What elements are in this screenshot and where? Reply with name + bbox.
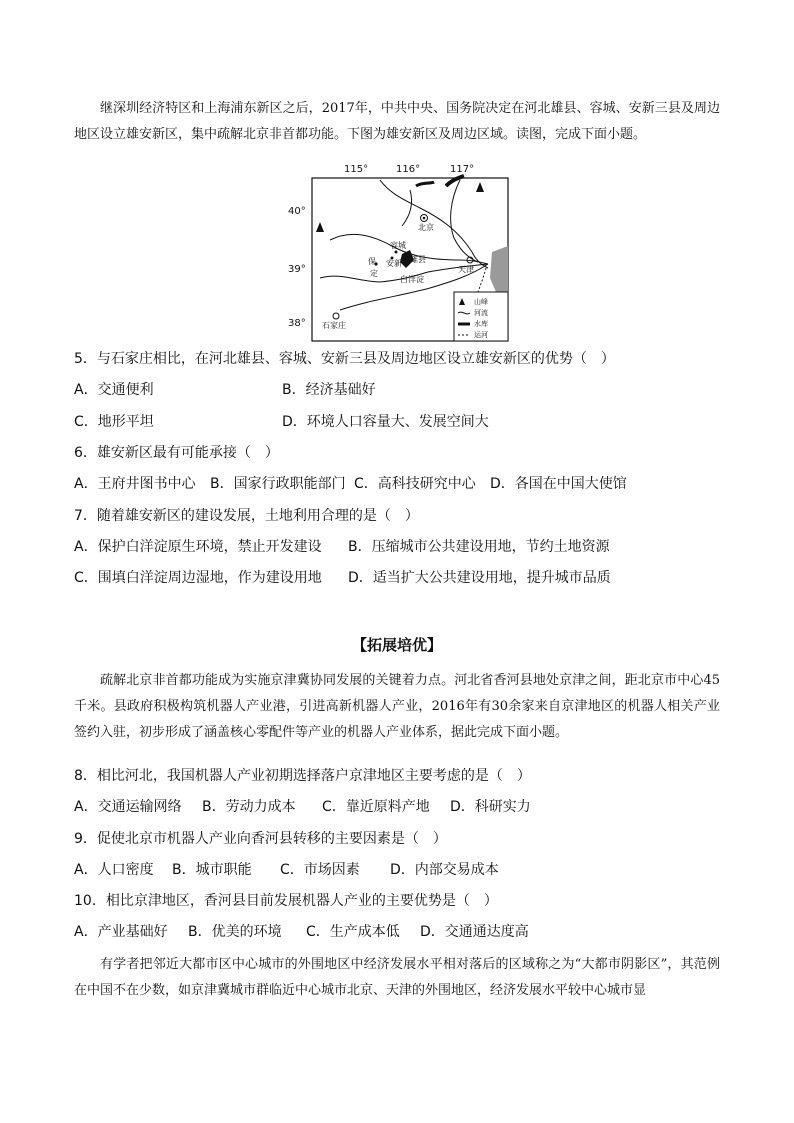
lon-label-116: 116° — [396, 164, 421, 175]
question-5-stem: 5．与石家庄相比，在河北雄县、容城、安新三县及周边地区设立雄安新区的优势（ ） — [74, 351, 615, 367]
q9-option-a[interactable]: A．人口密度 — [74, 862, 154, 878]
q7-option-b[interactable]: B．压缩城市公共建设用地，节约土地资源 — [348, 539, 610, 555]
q7-option-c[interactable]: C．围填白洋淀周边湿地，作为建设用地 — [74, 570, 322, 586]
intro-line-1: 继深圳经济特区和上海浦东新区之后，2017年，中共中央、国务院决定在河北雄县、容城、安新三县 — [100, 101, 681, 116]
q5-option-c[interactable]: C．地形平坦 — [74, 414, 154, 430]
legend-river: 河流 — [474, 309, 488, 317]
q10-option-c[interactable]: C．生产成本低 — [306, 924, 400, 940]
legend-canal: 运河 — [474, 331, 488, 339]
section-heading: 【拓展培优】 — [351, 636, 442, 654]
lat-label-40: 40° — [288, 206, 306, 217]
para2-line-2: 中心45千米。县政府积极构筑机器人产业港，引进高新机器人产业，2016年有30余家来自京津地区的机 — [74, 673, 720, 714]
lon-label-115: 115° — [344, 164, 369, 175]
label-shijiazhuang: 石家庄 — [322, 321, 346, 330]
q5-option-b[interactable]: B．经济基础好 — [282, 382, 376, 398]
q9-option-b[interactable]: B．城市职能 — [172, 862, 252, 878]
q9-option-d[interactable]: D．内部交易成本 — [390, 862, 499, 878]
para3-line-1: 有学者把邻近大都市区中心城市的外围地区中经济发展水平相对落后的区域称之为“大都市阴影区”，其 — [100, 957, 694, 972]
q6-option-d[interactable]: D．各国在中国大使馆 — [490, 476, 627, 492]
lon-label-117: 117° — [450, 164, 475, 175]
q7-option-d[interactable]: D．适当扩大公共建设用地，提升城市品质 — [348, 570, 611, 586]
q5-option-d[interactable]: D．环境人口容量大、发展空间大 — [282, 414, 489, 430]
question-6-stem: 6．雄安新区最有可能承接（ ） — [74, 445, 279, 461]
lat-label-39: 39° — [288, 264, 306, 275]
para2-line-1: 疏解北京非首都功能成为实施京津冀协同发展的关键着力点。河北省香河县地处京津之间，距北京市 — [100, 673, 678, 688]
context-paragraph — [74, 668, 720, 746]
intro-paragraph — [74, 96, 720, 148]
legend-reservoir: 水库 — [474, 320, 488, 328]
question-10-stem: 10．相比京津地区，香河县目前发展机器人产业的主要优势是（ ） — [74, 893, 498, 909]
lat-label-38: 38° — [288, 318, 306, 329]
q8-option-d[interactable]: D．科研实力 — [450, 799, 531, 815]
q10-option-d[interactable]: D．交通通达度高 — [420, 924, 529, 940]
closing-paragraph — [74, 952, 720, 1004]
q8-option-c[interactable]: C．靠近原料产地 — [322, 799, 430, 815]
q9-option-c[interactable]: C．市场因素 — [280, 862, 360, 878]
label-tianjin: 天津 — [458, 265, 474, 274]
label-xiongxian: 雄县 — [410, 255, 426, 264]
q5-option-a[interactable]: A．交通便利 — [74, 382, 154, 398]
legend-mountain: 山峰 — [474, 298, 488, 306]
q8-option-a[interactable]: A．交通运输网络 — [74, 799, 182, 815]
q10-option-b[interactable]: B．优美的环境 — [188, 924, 282, 940]
question-8-stem: 8．相比河北，我国机器人产业初期选择落户京津地区主要考虑的是（ ） — [74, 768, 531, 784]
label-baiyangdian: 白洋淀 — [400, 275, 424, 284]
q10-option-a[interactable]: A．产业基础好 — [74, 924, 168, 940]
xiongan-map — [288, 160, 510, 342]
label-rongcheng: 容城 — [390, 241, 406, 250]
para3-line-2: 范例在中国不在少数，如京津冀城市群临近中心城市北京、天津的外围地区，经济发展水平较中心城市显 — [74, 957, 720, 998]
q7-option-a[interactable]: A．保护白洋淀原生环境，禁止开发建设 — [74, 539, 322, 555]
question-7-stem: 7．随着雄安新区的建设发展，土地利用合理的是（ ） — [74, 508, 419, 524]
question-9-stem: 9．促使北京市机器人产业向香河县转移的主要因素是（ ） — [74, 831, 447, 847]
label-baoding-1: 保 — [368, 257, 376, 266]
q6-option-a[interactable]: A．王府井图书中心 — [74, 476, 196, 492]
q6-option-b[interactable]: B．国家行政职能部门 — [210, 476, 346, 492]
label-anxin: 安新 — [386, 259, 402, 268]
intro-line-2: 及周边地区设立雄安新区，集中疏解北京非首都功能。下图为雄安新区及周边区域。读图，完成下面小题。 — [74, 101, 720, 142]
label-beijing: 北京 — [418, 223, 434, 232]
para2-line-3: 器人相关产业签约入驻，初步形成了涵盖核心零配件等产业的机器人产业体系，据此完成下面小题。 — [74, 699, 720, 740]
q6-option-c[interactable]: C．高科技研究中心 — [354, 476, 476, 492]
label-baoding-2: 定 — [370, 269, 378, 278]
q8-option-b[interactable]: B．劳动力成本 — [202, 799, 296, 815]
